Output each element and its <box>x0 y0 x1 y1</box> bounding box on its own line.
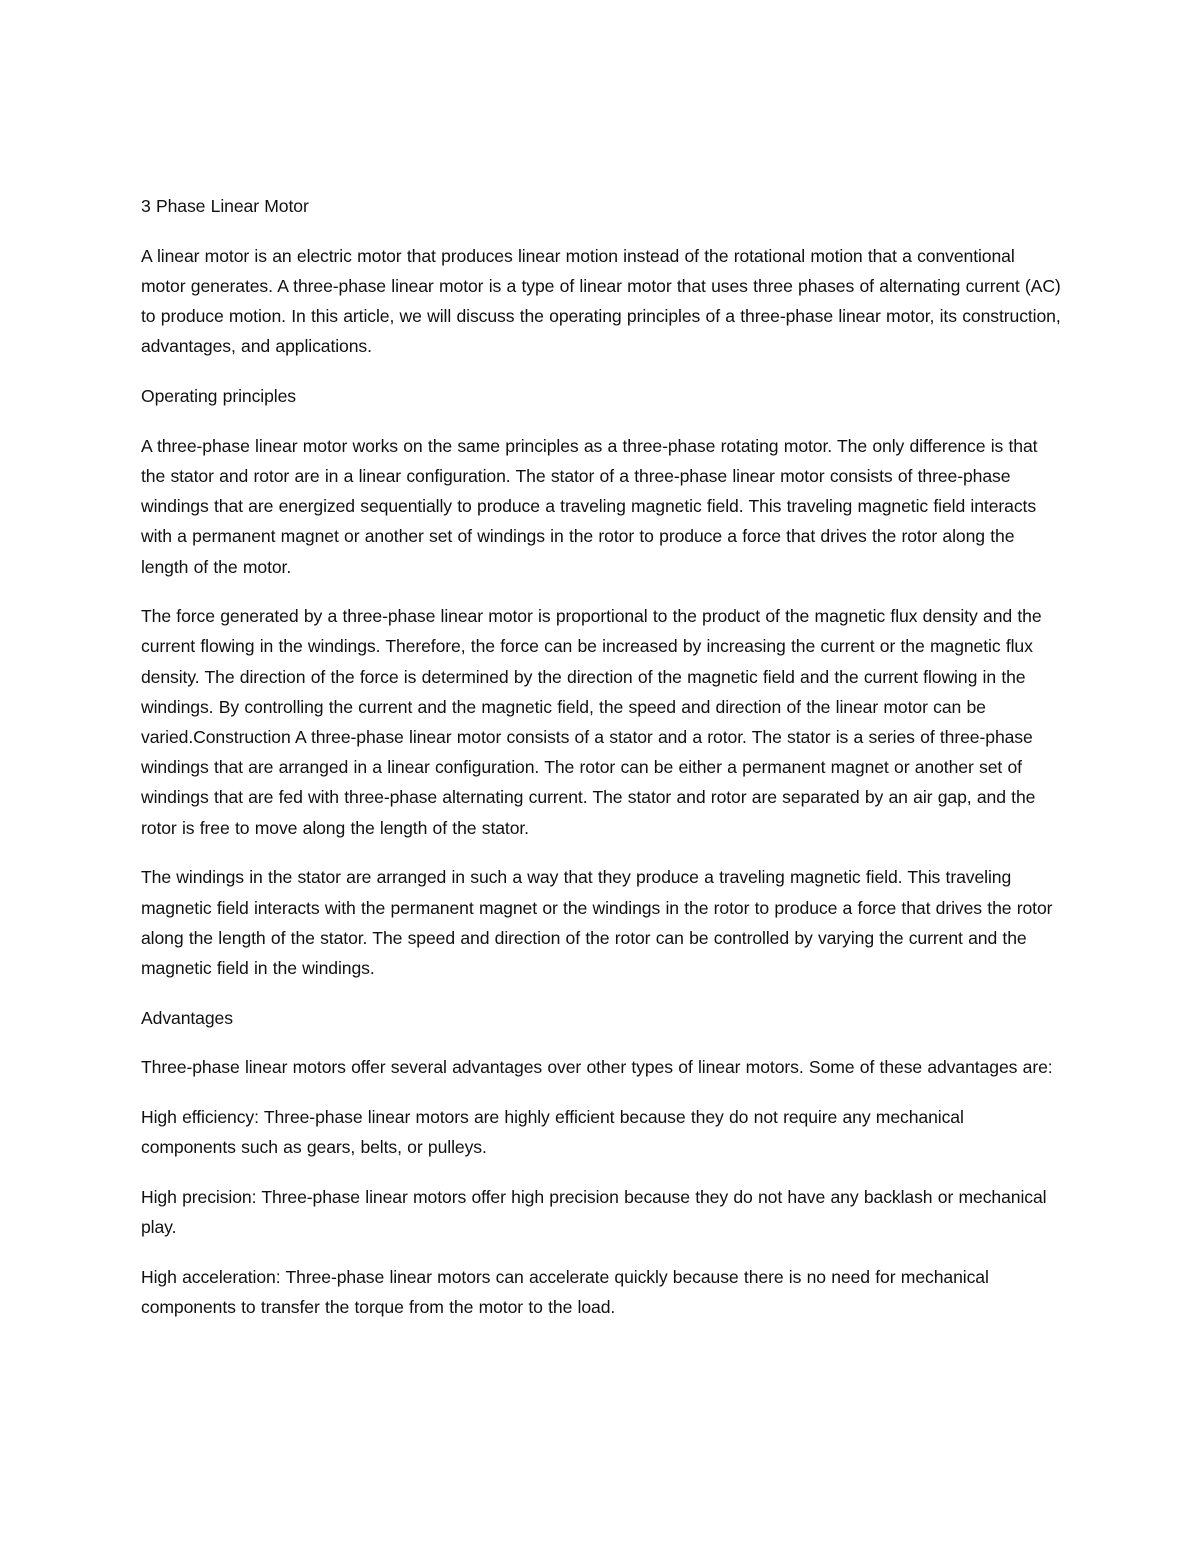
advantage-high-precision: High precision: Three-phase linear motors offer high precision because they do not have any backlash or mechanical play. <box>141 1186 1047 1238</box>
advantage-high-acceleration: High acceleration: Three-phase linear motors can accelerate quickly because there is no need for mechanical components to transfer the torque from the motor to the load. <box>141 1266 989 1318</box>
advantages-heading: Advantages <box>141 1007 233 1028</box>
document-title: 3 Phase Linear Motor <box>141 196 309 216</box>
document-body <box>141 191 1063 1342</box>
advantages-intro-paragraph: Three-phase linear motors offer several advantages over other types of linear motors. Some of these advantages are: <box>141 1057 1053 1078</box>
operating-paragraph-2: The force generated by a three-phase linear motor is proportional to the product of the magnetic flux density and the current flowing in the windings. Therefore, the force can be increased by increasing the current or the magnetic flux density. The direction of the force is determined by the direction of the magnetic field and the current flowing in the windings. By controlling the current and the magnetic field, the speed and direction of the linear motor can be varied.Construction A three-phase linear motor consists of a stator and a rotor. The stator is a series of three-phase windings that are arranged in a linear configuration. The rotor can be either a permanent magnet or another set of windings that are fed with three-phase alternating current. The stator and rotor are separated by an air gap, and the rotor is free to move along the length of the stator. <box>141 606 1042 838</box>
advantage-high-efficiency: High efficiency: Three-phase linear motors are highly efficient because they do not require any mechanical components such as gears, belts, or pulleys. <box>141 1107 964 1158</box>
intro-paragraph: A linear motor is an electric motor that produces linear motion instead of the rotational motion that a conventional motor generates. A three-phase linear motor is a type of linear motor that uses three phases of alternating current (AC) to produce motion. In this article, we will discuss the operating principles of a three-phase linear motor, its construction, advantages, and applications. <box>141 245 1061 357</box>
operating-paragraph-1: A three-phase linear motor works on the same principles as a three-phase rotating motor. The only difference is that the stator and rotor are in a linear configuration. The stator of a three-phase linear motor consists of three-phase windings that are energized sequentially to produce a traveling magnetic field. This traveling magnetic field interacts with a permanent magnet or another set of windings in the rotor to produce a force that drives the rotor along the length of the motor. <box>141 435 1038 577</box>
operating-paragraph-3: The windings in the stator are arranged in such a way that they produce a traveling magnetic field. This traveling magnetic field interacts with the permanent magnet or the windings in the rotor to produce a force that drives the rotor along the length of the stator. The speed and direction of the rotor can be controlled by varying the current and the magnetic field in the windings. <box>141 867 1053 978</box>
operating-principles-heading: Operating principles <box>141 386 296 407</box>
